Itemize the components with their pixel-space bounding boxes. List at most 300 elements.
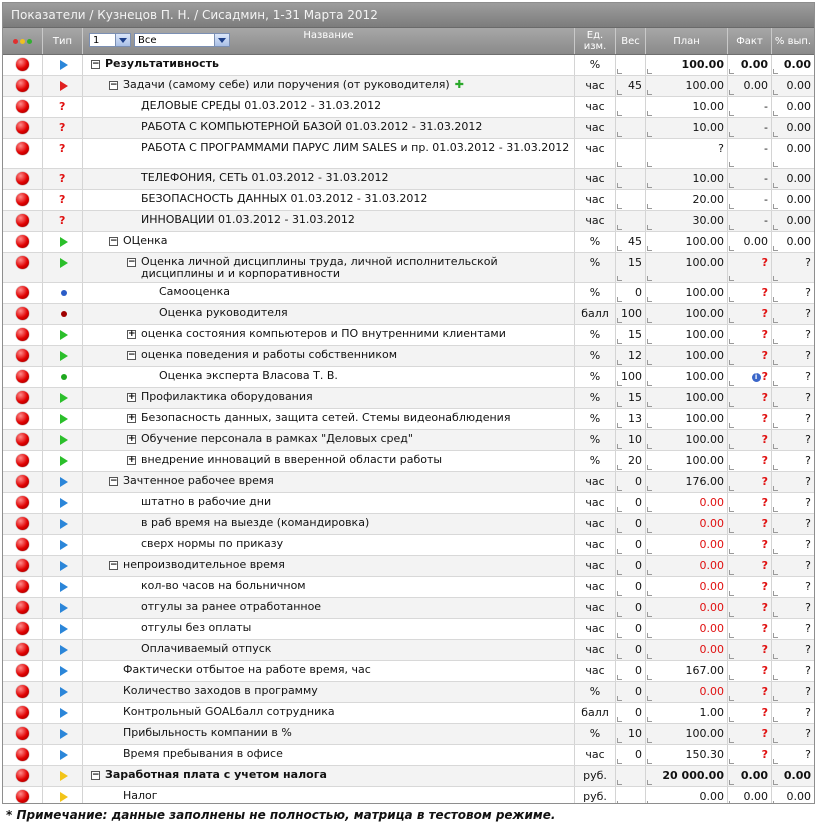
- indicator-name[interactable]: отгулы за ранее отработанное: [141, 600, 322, 613]
- percent-cell: [772, 724, 814, 744]
- name-cell: [83, 787, 575, 804]
- table-row[interactable]: [3, 232, 814, 253]
- table-row[interactable]: [3, 76, 814, 97]
- corner-mark-icon: [617, 486, 622, 491]
- corner-mark-icon: [773, 381, 778, 386]
- fact-cell[interactable]: [728, 169, 772, 189]
- indicator-name[interactable]: Обучение персонала в рамках "Деловых сред": [141, 432, 413, 445]
- corner-mark-icon: [647, 360, 652, 365]
- weight-cell[interactable]: [616, 55, 646, 75]
- table-row[interactable]: [3, 388, 814, 409]
- weight-cell[interactable]: 10: [616, 430, 646, 450]
- plan-cell[interactable]: [646, 451, 728, 471]
- weight-cell[interactable]: 15: [616, 325, 646, 345]
- weight-cell[interactable]: [616, 118, 646, 138]
- type-cell: [43, 139, 83, 168]
- corner-mark-icon: [617, 318, 622, 323]
- indicator-name[interactable]: оценка состояния компьютеров и ПО внутренними клиентами: [141, 327, 506, 340]
- weight-cell[interactable]: 0: [616, 640, 646, 660]
- plan-cell[interactable]: [646, 598, 728, 618]
- type-cell: [43, 451, 83, 471]
- triangle-blue-icon: [60, 645, 68, 655]
- percent-cell: [772, 640, 814, 660]
- plan-cell[interactable]: [646, 253, 728, 282]
- fact-cell[interactable]: [728, 367, 772, 387]
- weight-cell[interactable]: 0: [616, 598, 646, 618]
- collapse-icon[interactable]: −: [110, 236, 118, 246]
- weight-cell[interactable]: 0: [616, 682, 646, 702]
- weight-cell[interactable]: 0: [616, 535, 646, 555]
- fact-cell[interactable]: [728, 211, 772, 231]
- table-row[interactable]: [3, 367, 814, 388]
- plan-cell[interactable]: [646, 787, 728, 804]
- indicator-name[interactable]: Оценка руководителя: [159, 306, 288, 319]
- weight-cell[interactable]: 0: [616, 703, 646, 723]
- fact-column-header[interactable]: Факт: [728, 28, 772, 54]
- fact-cell[interactable]: [728, 703, 772, 723]
- indicator-name[interactable]: БЕЗОПАСНОСТЬ ДАННЫХ 01.03.2012 - 31.03.2012: [141, 192, 428, 205]
- unit-cell: час: [575, 190, 616, 210]
- corner-mark-icon: [647, 381, 652, 386]
- plan-cell[interactable]: [646, 190, 728, 210]
- add-task-icon[interactable]: ✚: [454, 78, 464, 91]
- type-cell: [43, 76, 83, 96]
- corner-mark-icon: [617, 246, 622, 251]
- plan-cell[interactable]: [646, 430, 728, 450]
- unit-cell: балл: [575, 703, 616, 723]
- table-row[interactable]: [3, 703, 814, 724]
- indicator-name[interactable]: отгулы без оплаты: [141, 621, 252, 634]
- plan-cell[interactable]: [646, 493, 728, 513]
- corner-mark-icon: [647, 423, 652, 428]
- weight-cell[interactable]: 45: [616, 76, 646, 96]
- triangle-blue-icon: [60, 477, 68, 487]
- status-red-ball-icon: [16, 193, 29, 206]
- collapse-icon[interactable]: −: [110, 560, 118, 570]
- table-row[interactable]: [3, 745, 814, 766]
- fact-cell[interactable]: [728, 304, 772, 324]
- indicator-name[interactable]: ОЦенка: [123, 234, 168, 247]
- corner-mark-icon: [729, 780, 734, 785]
- corner-mark-icon: [647, 507, 652, 512]
- table-row[interactable]: [3, 493, 814, 514]
- table-row[interactable]: [3, 766, 814, 787]
- type-cell: [43, 619, 83, 639]
- indicator-name[interactable]: РАБОТА С ПРОГРАММАМИ ПАРУС ЛИМ SALES и пр. 01.03.2012 - 31.03.2012: [141, 141, 570, 154]
- weight-cell[interactable]: 0: [616, 493, 646, 513]
- plan-cell[interactable]: [646, 283, 728, 303]
- percent-cell: [772, 766, 814, 786]
- fact-cell[interactable]: [728, 118, 772, 138]
- weight-column-header[interactable]: Вес: [616, 28, 646, 54]
- weight-cell[interactable]: 13: [616, 409, 646, 429]
- table-row[interactable]: [3, 346, 814, 367]
- status-red-ball-icon: [16, 58, 29, 71]
- plan-cell[interactable]: [646, 514, 728, 534]
- table-row[interactable]: [3, 190, 814, 211]
- fact-value: ?: [761, 580, 768, 593]
- status-red-ball-icon: [16, 685, 29, 698]
- indicator-name[interactable]: Оценка эксперта Власова Т. В.: [159, 369, 338, 382]
- filter-select[interactable]: [134, 33, 230, 47]
- plan-value: 100.00: [685, 307, 724, 320]
- table-row[interactable]: [3, 118, 814, 139]
- status-red-ball-icon: [16, 454, 29, 467]
- weight-cell[interactable]: 0: [616, 472, 646, 492]
- plan-cell[interactable]: [646, 703, 728, 723]
- indicator-name[interactable]: Задачи (самому себе) или поручения (от руководителя) ✚: [123, 78, 464, 91]
- table-row[interactable]: [3, 451, 814, 472]
- corner-mark-icon: [647, 591, 652, 596]
- plan-cell[interactable]: [646, 766, 728, 786]
- weight-cell[interactable]: 0: [616, 661, 646, 681]
- fact-cell[interactable]: [728, 430, 772, 450]
- weight-cell[interactable]: 0: [616, 619, 646, 639]
- indicator-name[interactable]: Контрольный GOALбалл сотрудника: [123, 705, 335, 718]
- fact-cell[interactable]: [728, 409, 772, 429]
- plan-cell[interactable]: [646, 304, 728, 324]
- table-row[interactable]: [3, 619, 814, 640]
- status-dot-yellow-icon: [20, 39, 25, 44]
- corner-mark-icon: [729, 381, 734, 386]
- plan-cell[interactable]: [646, 367, 728, 387]
- table-row[interactable]: [3, 535, 814, 556]
- weight-cell[interactable]: 0: [616, 577, 646, 597]
- table-row[interactable]: [3, 139, 814, 169]
- expand-icon[interactable]: +: [128, 413, 136, 423]
- percent-cell: [772, 304, 814, 324]
- fact-cell[interactable]: [728, 388, 772, 408]
- fact-cell[interactable]: [728, 97, 772, 117]
- indicator-name[interactable]: Время пребывания в офисе: [123, 747, 283, 760]
- plan-value: 100.00: [685, 349, 724, 362]
- fact-cell[interactable]: [728, 76, 772, 96]
- plan-cell[interactable]: [646, 682, 728, 702]
- weight-cell[interactable]: 0: [616, 283, 646, 303]
- plan-cell[interactable]: [646, 556, 728, 576]
- indicator-name[interactable]: непроизводительное время: [123, 558, 285, 571]
- weight-cell[interactable]: 45: [616, 232, 646, 252]
- fact-cell[interactable]: [728, 577, 772, 597]
- corner-mark-icon: [773, 111, 778, 116]
- plan-column-header[interactable]: План: [646, 28, 728, 54]
- fact-cell[interactable]: [728, 325, 772, 345]
- indicator-name[interactable]: Результативность: [105, 57, 219, 70]
- info-icon[interactable]: i: [752, 373, 761, 382]
- weight-cell[interactable]: [616, 169, 646, 189]
- indicator-name[interactable]: внедрение инноваций в вверенной области работы: [141, 453, 443, 466]
- chevron-down-icon[interactable]: [214, 34, 229, 46]
- table-row[interactable]: [3, 472, 814, 493]
- weight-cell[interactable]: 0: [616, 514, 646, 534]
- percent-cell: [772, 139, 814, 168]
- plan-cell[interactable]: [646, 169, 728, 189]
- type-cell: [43, 430, 83, 450]
- percent-value: ?: [805, 643, 811, 656]
- indicator-name[interactable]: ДЕЛОВЫЕ СРЕДЫ 01.03.2012 - 31.03.2012: [141, 99, 382, 112]
- weight-cell[interactable]: [616, 211, 646, 231]
- percent-cell: [772, 577, 814, 597]
- indicator-name[interactable]: Оценка личной дисциплины труда, личной исполнительской дисциплины и и корпоративности: [141, 255, 498, 280]
- weight-cell[interactable]: 10: [616, 724, 646, 744]
- table-row[interactable]: [3, 514, 814, 535]
- fact-cell[interactable]: [728, 283, 772, 303]
- fact-value: -: [764, 121, 768, 134]
- expand-icon[interactable]: +: [128, 392, 136, 402]
- collapse-icon[interactable]: −: [92, 770, 100, 780]
- fact-value: ?: [761, 286, 768, 299]
- indicator-name[interactable]: сверх нормы по приказу: [141, 537, 284, 550]
- plan-cell[interactable]: [646, 325, 728, 345]
- fact-cell[interactable]: [728, 514, 772, 534]
- status-red-ball-icon: [16, 580, 29, 593]
- unit-cell: %: [575, 55, 616, 75]
- table-row[interactable]: [3, 55, 814, 76]
- triangle-green-icon: [60, 456, 68, 466]
- triangle-blue-icon: [60, 750, 68, 760]
- percent-cell: [772, 745, 814, 765]
- plan-value: 0.00: [699, 496, 724, 509]
- percent-value: ?: [805, 559, 811, 572]
- dot-darkred-icon: [61, 311, 67, 317]
- indicator-name[interactable]: Налог: [123, 789, 158, 802]
- collapse-icon[interactable]: −: [110, 476, 118, 486]
- fact-value: 0.00: [743, 79, 768, 92]
- table-row[interactable]: [3, 97, 814, 118]
- table-row[interactable]: [3, 577, 814, 598]
- expand-icon[interactable]: +: [128, 434, 136, 444]
- chevron-down-icon[interactable]: [115, 34, 130, 46]
- fact-cell[interactable]: [728, 190, 772, 210]
- fact-cell[interactable]: [728, 640, 772, 660]
- table-row[interactable]: [3, 283, 814, 304]
- fact-cell[interactable]: [728, 598, 772, 618]
- corner-mark-icon: [773, 183, 778, 188]
- percent-value: ?: [805, 517, 811, 530]
- corner-mark-icon: [647, 570, 652, 575]
- corner-mark-icon: [617, 759, 622, 764]
- table-row[interactable]: [3, 682, 814, 703]
- weight-cell[interactable]: [616, 97, 646, 117]
- corner-mark-icon: [729, 246, 734, 251]
- plan-cell[interactable]: [646, 619, 728, 639]
- type-cell: [43, 535, 83, 555]
- weight-cell[interactable]: [616, 787, 646, 804]
- plan-value: 0.00: [699, 559, 724, 572]
- corner-mark-icon: [647, 246, 652, 251]
- plan-cell[interactable]: [646, 211, 728, 231]
- table-row[interactable]: [3, 640, 814, 661]
- collapse-icon[interactable]: −: [128, 257, 136, 267]
- corner-mark-icon: [617, 204, 622, 209]
- indicator-name[interactable]: Фактически отбытое на работе время, час: [123, 663, 371, 676]
- weight-cell[interactable]: 100: [616, 304, 646, 324]
- indicator-name[interactable]: Безопасность данных, защита сетей. Cтемы видеонаблюдения: [141, 411, 511, 424]
- name-cell: [83, 598, 575, 618]
- weight-cell[interactable]: [616, 190, 646, 210]
- fact-value: ?: [761, 706, 768, 719]
- type-cell: [43, 745, 83, 765]
- fact-cell[interactable]: [728, 253, 772, 282]
- plan-cell[interactable]: [646, 76, 728, 96]
- indicator-name[interactable]: Прибыльность компании в %: [123, 726, 292, 739]
- corner-mark-icon: [617, 528, 622, 533]
- table-row[interactable]: [3, 556, 814, 577]
- table-row[interactable]: [3, 304, 814, 325]
- percent-cell: [772, 787, 814, 804]
- weight-cell[interactable]: 12: [616, 346, 646, 366]
- percent-cell: [772, 55, 814, 75]
- level-select-value: 1: [93, 35, 100, 46]
- weight-cell[interactable]: 100: [616, 367, 646, 387]
- table-row[interactable]: [3, 430, 814, 451]
- plan-cell[interactable]: [646, 472, 728, 492]
- plan-cell[interactable]: [646, 745, 728, 765]
- fact-cell[interactable]: [728, 139, 772, 168]
- table-row[interactable]: [3, 724, 814, 745]
- fact-cell[interactable]: [728, 724, 772, 744]
- plan-cell[interactable]: [646, 535, 728, 555]
- percent-cell: [772, 325, 814, 345]
- weight-cell[interactable]: 20: [616, 451, 646, 471]
- expand-icon[interactable]: +: [128, 329, 136, 339]
- plan-cell[interactable]: [646, 97, 728, 117]
- indicator-name[interactable]: Заработная плата с учетом налога: [105, 768, 327, 781]
- plan-cell[interactable]: [646, 577, 728, 597]
- weight-cell[interactable]: 0: [616, 556, 646, 576]
- fact-cell[interactable]: [728, 682, 772, 702]
- type-cell: [43, 253, 83, 282]
- table-row[interactable]: [3, 598, 814, 619]
- unit-column-header[interactable]: Ед. изм.: [575, 28, 616, 54]
- plan-cell[interactable]: [646, 139, 728, 168]
- plan-cell[interactable]: [646, 346, 728, 366]
- triangle-blue-icon: [60, 729, 68, 739]
- fact-cell[interactable]: [728, 232, 772, 252]
- corner-mark-icon: [617, 183, 622, 188]
- indicator-name[interactable]: Профилактика оборудования: [141, 390, 313, 403]
- level-select[interactable]: [89, 33, 131, 47]
- type-column-header[interactable]: Тип: [43, 28, 83, 54]
- expand-icon[interactable]: +: [128, 455, 136, 465]
- indicator-name[interactable]: Зачтенное рабочее время: [123, 474, 274, 487]
- corner-mark-icon: [773, 591, 778, 596]
- fact-cell[interactable]: [728, 745, 772, 765]
- name-cell: [83, 724, 575, 744]
- plan-cell[interactable]: [646, 118, 728, 138]
- plan-cell[interactable]: [646, 232, 728, 252]
- weight-cell[interactable]: [616, 139, 646, 168]
- status-column-header[interactable]: [3, 28, 43, 54]
- weight-cell[interactable]: 0: [616, 745, 646, 765]
- percent-value: 0.00: [786, 79, 811, 92]
- status-red-ball-icon: [16, 622, 29, 635]
- status-cell: [3, 367, 43, 387]
- indicator-name[interactable]: ТЕЛЕФОНИЯ, СЕТЬ 01.03.2012 - 31.03.2012: [141, 171, 389, 184]
- indicator-name[interactable]: оценка поведения и работы собственником: [141, 348, 398, 361]
- status-red-ball-icon: [16, 172, 29, 185]
- weight-cell[interactable]: 15: [616, 253, 646, 282]
- unit-cell: руб.: [575, 766, 616, 786]
- indicator-name[interactable]: Оплачиваемый отпуск: [141, 642, 272, 655]
- table-row[interactable]: [3, 211, 814, 232]
- fact-cell[interactable]: [728, 787, 772, 804]
- fact-cell[interactable]: [728, 451, 772, 471]
- table-row[interactable]: [3, 253, 814, 283]
- table-row[interactable]: [3, 409, 814, 430]
- fact-cell[interactable]: [728, 556, 772, 576]
- percent-cell: [772, 346, 814, 366]
- plan-value: 10.00: [692, 100, 724, 113]
- indicator-name[interactable]: Самооценка: [159, 285, 231, 298]
- plan-cell[interactable]: [646, 409, 728, 429]
- weight-cell[interactable]: [616, 766, 646, 786]
- indicator-name[interactable]: кол-во часов на больничном: [141, 579, 306, 592]
- fact-cell[interactable]: [728, 55, 772, 75]
- plan-value: 10.00: [692, 172, 724, 185]
- status-red-ball-icon: [16, 370, 29, 383]
- indicator-name[interactable]: РАБОТА С КОМПЬЮТЕРНОЙ БАЗОЙ 01.03.2012 - 31.03.2012: [141, 120, 483, 133]
- triangle-blue-icon: [60, 582, 68, 592]
- fact-cell[interactable]: [728, 661, 772, 681]
- fact-cell[interactable]: [728, 472, 772, 492]
- indicator-name[interactable]: ИННОВАЦИИ 01.03.2012 - 31.03.2012: [141, 213, 355, 226]
- triangle-green-icon: [60, 393, 68, 403]
- corner-mark-icon: [647, 738, 652, 743]
- corner-mark-icon: [647, 318, 652, 323]
- corner-mark-icon: [617, 633, 622, 638]
- table-row[interactable]: [3, 787, 814, 804]
- plan-cell[interactable]: [646, 388, 728, 408]
- collapse-icon[interactable]: −: [110, 80, 118, 90]
- unit-cell: час: [575, 640, 616, 660]
- corner-mark-icon: [647, 90, 652, 95]
- plan-value: 1.00: [699, 706, 724, 719]
- percent-value: 0.00: [786, 193, 811, 206]
- fact-cell[interactable]: [728, 619, 772, 639]
- indicator-name[interactable]: Количество заходов в программу: [123, 684, 318, 697]
- collapse-icon[interactable]: −: [128, 350, 136, 360]
- corner-mark-icon: [773, 780, 778, 785]
- plan-cell[interactable]: [646, 55, 728, 75]
- fact-cell[interactable]: [728, 535, 772, 555]
- corner-mark-icon: [617, 423, 622, 428]
- plan-value: 0.00: [699, 643, 724, 656]
- fact-cell[interactable]: [728, 493, 772, 513]
- fact-cell[interactable]: [728, 346, 772, 366]
- plan-cell[interactable]: [646, 661, 728, 681]
- fact-value: 0.00: [743, 790, 768, 803]
- table-row[interactable]: [3, 169, 814, 190]
- table-row[interactable]: [3, 325, 814, 346]
- plan-cell[interactable]: [646, 640, 728, 660]
- indicator-name[interactable]: штатно в рабочие дни: [141, 495, 272, 508]
- type-cell: [43, 388, 83, 408]
- corner-mark-icon: [773, 507, 778, 512]
- plan-cell[interactable]: [646, 724, 728, 744]
- table-row[interactable]: [3, 661, 814, 682]
- unit-cell: час: [575, 211, 616, 231]
- percent-column-header[interactable]: % вып.: [774, 35, 812, 47]
- corner-mark-icon: [729, 717, 734, 722]
- collapse-icon[interactable]: −: [92, 59, 100, 69]
- fact-cell[interactable]: [728, 766, 772, 786]
- triangle-green-icon: [60, 414, 68, 424]
- name-cell: [83, 367, 575, 387]
- indicator-name[interactable]: в раб время на выезде (командировка): [141, 516, 370, 529]
- weight-cell[interactable]: 15: [616, 388, 646, 408]
- name-cell: [83, 661, 575, 681]
